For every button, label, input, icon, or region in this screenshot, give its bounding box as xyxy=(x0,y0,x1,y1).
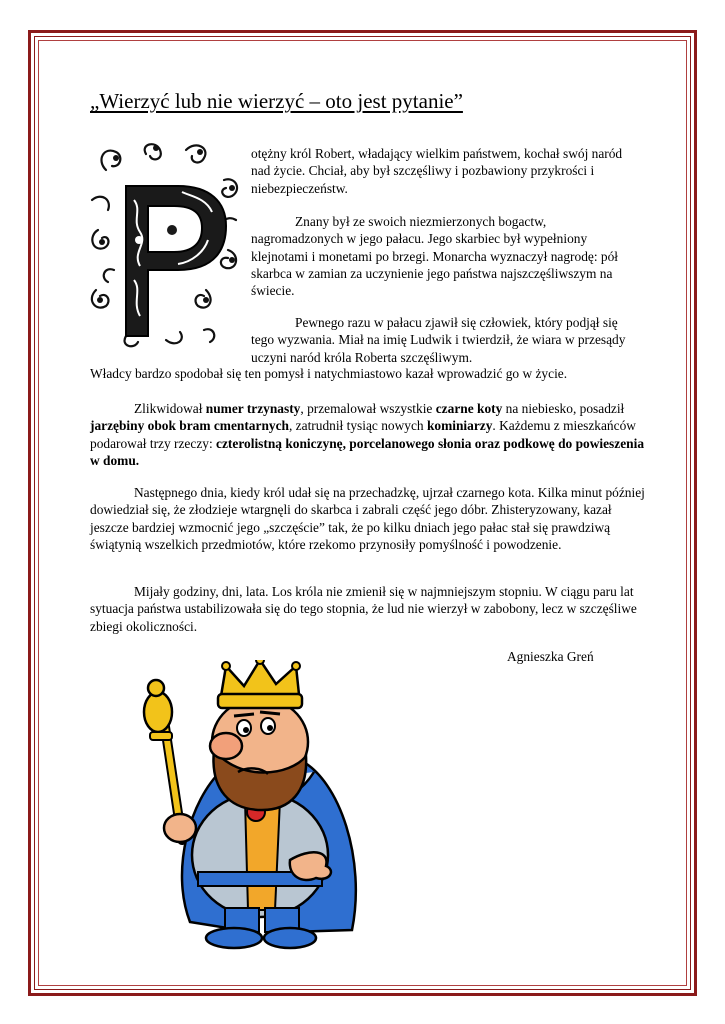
paragraph-2: Znany był ze swoich niezmierzonych bogactw, nagromadzonych w jego pałacu. Jego skarbiec był wypełniony klejnotami i monetami po brzegi. Monarcha wyznaczył nagrodę: pół skarbca w zamian za uczynienie jego państwa najszczęśliwszym na świecie. xyxy=(251,214,619,299)
story-title: „Wierzyć lub nie wierzyć – oto jest pytanie” xyxy=(90,89,463,113)
cartoon-king-illustration xyxy=(130,660,370,950)
paragraph-3-continuation: Władcy bardzo spodobał się ten pomysł i natychmiastowo kazał wprowadzić go w życie. xyxy=(90,366,568,381)
paragraph-1: otężny król Robert, władający wielkim państwem, kochał swój naród nad życie. Chciał, aby był szczęśliwy i pozbawiony przykrości i niebezpieczeństw. xyxy=(251,146,623,196)
ornamental-initial-p-icon xyxy=(86,140,244,350)
paragraph-4: Zlikwidował numer trzynasty, przemalował wszystkie czarne koty na niebiesko, posadził jarzębiny obok bram cmentarnych, zatrudnił tysiąc nowych kominiarzy. Każdemu z mieszkańców podarował trzy rzeczy: czterolistną koniczynę, porcelanowego słonia oraz podkowę do powieszenia w domu. xyxy=(90,401,645,468)
paragraph-6: Mijały godziny, dni, lata. Los króla nie zmienił się w najmniejszym stopniu. W ciągu paru lat sytuacja państwa ustabilizowała się do tego stopnia, że lud nie wierzył w zabobony, lecz w szczęśliwe zbiegi okoliczności. xyxy=(90,584,637,634)
paragraph-3: Pewnego razu w pałacu zjawił się człowiek, który podjął się tego wyzwania. Miał na imię Ludwik i twierdził, że wiara w przesądy uczyni naród króla Roberta szczęśliwym. xyxy=(251,315,626,365)
paragraph-5: Następnego dnia, kiedy król udał się na przechadzkę, ujrzał czarnego kota. Kilka minut później dowiedział się, że złodzieje wtargnęli do skarbca i zabrali część jego dóbr. Zhisteryzowany, kazał jeszcze bardziej wzmocnić jego „szczęście” tak, że po kilku dniach jego pałac stał się prawdziwą świątynią wszelkich przedmiotów, które rzekomo przynosiły pomyślność i powodzenie. xyxy=(90,485,645,552)
author-signature: Agnieszka Greń xyxy=(507,649,594,664)
